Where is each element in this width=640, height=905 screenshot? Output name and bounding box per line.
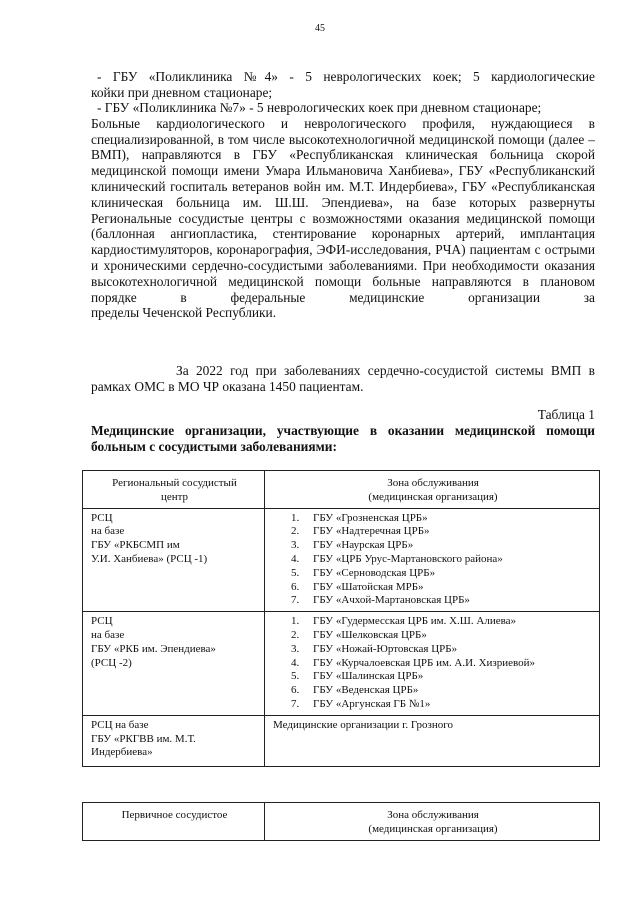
cell-text: на базе (91, 628, 125, 641)
header-cell-zone (265, 471, 600, 509)
page-number: 45 (315, 23, 325, 34)
list-item-text: ГБУ «Шелковская ЦРБ» (313, 628, 427, 641)
zone-list (273, 615, 593, 712)
header-cell-center (83, 471, 265, 509)
list-item-text: ГБУ «Наурская ЦРБ» (313, 539, 414, 552)
header-text: Первичное сосудистое (121, 809, 228, 821)
header-text: (медицинская организация) (368, 822, 498, 835)
text-line: За 2022 год при заболеваниях сердечно-сосудистой системы ВМП в (176, 363, 595, 378)
text-line: койки при дневном стационаре; (91, 84, 273, 100)
paragraph-polyclinic-4 (91, 69, 595, 101)
list-number: 2. (291, 628, 300, 641)
list-item (291, 594, 593, 608)
cell-text: (РСЦ -2) (91, 656, 132, 669)
header-cell-zone (265, 803, 600, 841)
header-text: (медицинская организация) (368, 490, 498, 503)
center-cell (83, 612, 265, 716)
text-line: рамках ОМС в МО ЧР оказана 1450 пациентам. (91, 378, 364, 394)
list-number: 7. (291, 594, 300, 607)
center-cell (83, 508, 265, 612)
list-item (291, 670, 593, 684)
primary-vascular-table (82, 802, 600, 841)
table-header-row (83, 471, 600, 509)
cell-text: РСЦ (91, 511, 113, 524)
list-item-text: ГБУ «Веденская ЦРБ» (313, 684, 419, 697)
header-text: Региональный сосудистый (112, 477, 237, 489)
list-number: 4. (291, 552, 300, 565)
table-title (91, 423, 595, 455)
text-line: пределы Чеченской Республики. (91, 305, 277, 321)
table-header-row (83, 803, 600, 841)
zone-cell (265, 715, 600, 766)
cell-text: РСЦ на базе (91, 718, 149, 731)
list-number: 4. (291, 656, 300, 669)
table-title-line: Медицинские организации, участвующие в оказании медицинской помощи (91, 423, 595, 438)
list-number: 1. (291, 615, 300, 628)
list-item-text: ГБУ «Гудермесская ЦРБ им. Х.Ш. Алиева» (313, 615, 517, 628)
paragraph-vmp-stats (91, 363, 595, 395)
cell-text: Индербиева» (91, 746, 153, 759)
list-item (291, 697, 593, 712)
list-item-text: ГБУ «Курчалоевская ЦРБ им. А.И. Хизриевой» (313, 656, 536, 669)
list-item-text: ГБУ «Шалинская ЦРБ» (313, 670, 424, 683)
cell-text: Медицинские организации г. Грозного (273, 718, 453, 731)
list-item-text: ГБУ «Ножай-Юртовская ЦРБ» (313, 642, 458, 655)
table-title-line: больным с сосудистыми заболеваниями: (91, 438, 337, 454)
cell-text: У.И. Ханбиева» (РСЦ -1) (91, 552, 208, 565)
list-item (291, 525, 593, 539)
cell-text: РСЦ (91, 615, 113, 628)
list-item (291, 642, 593, 657)
list-number: 6. (291, 580, 300, 593)
center-cell (83, 715, 265, 766)
list-item (291, 580, 593, 595)
header-text: Зона обслуживания (387, 809, 479, 821)
header-text: центр (160, 490, 189, 503)
list-item-text: ГБУ «Серноводская ЦРБ» (313, 566, 436, 579)
list-item (291, 656, 593, 671)
table-row (83, 612, 600, 716)
list-number: 3. (291, 539, 300, 552)
cell-text: на базе (91, 525, 125, 538)
zone-cell (265, 612, 600, 716)
cell-text: ГБУ «РКГВВ им. М.Т. (91, 732, 196, 745)
cell-text: ГБУ «РКБСМП им (91, 539, 180, 552)
paragraph-body: Больные кардиологического и неврологического профиля, нуждающиеся в специализированной, в том числе высокотехнологичной медицинской помощи (далее – ВМП), направляются в ГБУ «Республиканская клиническая больница скорой медицинской помощи имени Умара Ильмановича Ханбиева», ГБУ «Республиканский клинический госпиталь ветеранов войн им. М.Т. Индербиева», ГБУ «Республиканская клиническая больница им. Ш.Ш. Эпендиева», на базе которых развернуты Региональные сосудистые центры с возможностями оказания медицинской помощи (баллонная ангиопластика, стентирование коронарных артерий, имплантация кардиостимуляторов, коронарография, ЭФИ-исследования, РЧА) пациентам с острыми и хроническими сердечно-сосудистыми заболеваниями. При необходимости оказания высокотехнологичной медицинской помощи больные направляются в плановом порядке в федеральные медицинские организации за (91, 115, 595, 305)
list-number: 1. (291, 511, 300, 524)
table-caption: Таблица 1 (537, 407, 595, 422)
list-item (291, 552, 593, 567)
table-row (83, 715, 600, 766)
list-item (291, 539, 593, 553)
text-line: - ГБУ «Поликлиника №7» - 5 неврологических коек при дневном стационаре; (97, 100, 542, 115)
list-number: 6. (291, 684, 300, 697)
list-number: 3. (291, 642, 300, 655)
list-number: 7. (291, 697, 300, 710)
vascular-centers-table (82, 470, 600, 767)
table-row (83, 508, 600, 612)
list-item-text: ГБУ «Надтеречная ЦРБ» (313, 525, 430, 538)
header-cell-primary (83, 803, 265, 841)
header-text: Зона обслуживания (387, 477, 479, 489)
zone-cell (265, 508, 600, 612)
list-item-text: ГБУ «ЦРБ Урус-Мартановского района» (313, 552, 503, 565)
text-line: - ГБУ «Поликлиника №4» - 5 неврологических коек; 5 кардиологические (97, 69, 595, 84)
list-number: 2. (291, 525, 300, 538)
list-item (291, 511, 593, 526)
list-item (291, 566, 593, 581)
list-item-text: ГБУ «Грозненская ЦРБ» (313, 511, 428, 524)
list-item-text: ГБУ «Шатойская МРБ» (313, 580, 424, 593)
list-number: 5. (291, 670, 300, 683)
list-item-text: ГБУ «Ачхой-Мартановская ЦРБ» (313, 594, 470, 607)
zone-list (273, 512, 593, 609)
list-item (291, 615, 593, 629)
list-number: 5. (291, 566, 300, 579)
paragraph-polyclinic-7 (91, 100, 595, 321)
list-item (291, 684, 593, 698)
cell-text: ГБУ «РКБ им. Эпендиева» (91, 642, 216, 655)
list-item (291, 628, 593, 643)
list-item-text: ГБУ «Аргунская ГБ №1» (313, 697, 431, 710)
